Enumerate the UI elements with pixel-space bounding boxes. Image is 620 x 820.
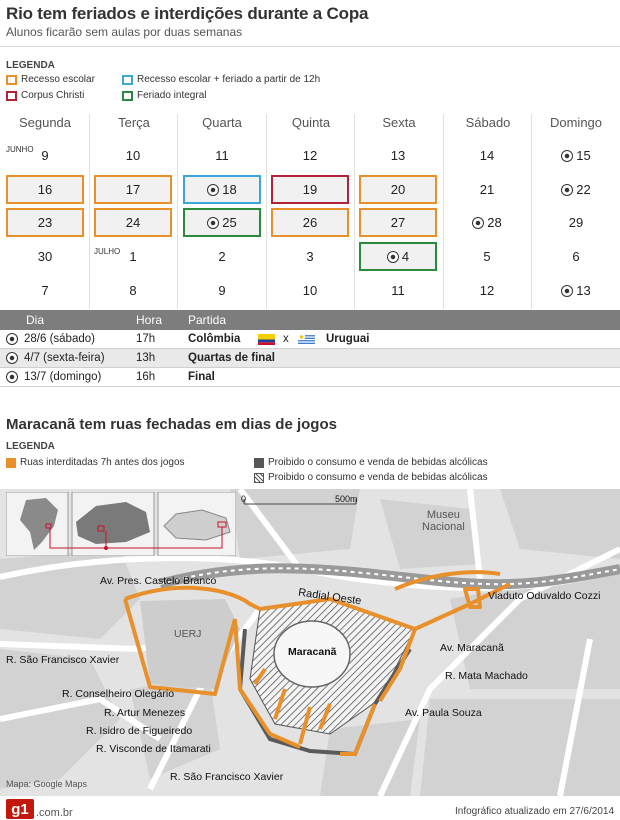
game-match: Quartas de final <box>188 352 275 364</box>
day-number: 3 <box>306 249 314 264</box>
day-number: 6 <box>572 249 580 264</box>
versus: x <box>283 333 289 345</box>
day-header-domingo: Domingo <box>549 115 603 130</box>
calendar-day <box>183 242 261 271</box>
calendar-day <box>271 175 349 204</box>
calendar-day <box>359 175 437 204</box>
soccer-ball-icon <box>387 251 399 263</box>
legend-label: Proibido o consumo e venda de bebidas alcólicas <box>268 457 488 468</box>
calendar-day <box>271 276 349 305</box>
games-table-header <box>0 310 620 330</box>
calendar-day <box>448 175 526 204</box>
day-number: 8 <box>129 283 137 298</box>
calendar-day <box>94 141 172 170</box>
label-viaduto: Viaduto Oduvaldo Cozzi <box>488 590 601 602</box>
label-castelo-branco: Av. Pres. Castelo Branco <box>100 575 217 587</box>
day-number: 25 <box>222 215 237 230</box>
column-divider <box>177 114 178 309</box>
legend-title: LEGENDA <box>6 60 55 71</box>
game-day: 4/7 (sexta-feira) <box>24 352 105 364</box>
day-number: 23 <box>37 215 53 230</box>
table-row <box>0 330 620 349</box>
orange-swatch <box>6 75 17 85</box>
calendar-day <box>271 242 349 271</box>
label-museu: Museu Nacional <box>422 509 465 533</box>
legend-item-proibido-hatched <box>254 472 488 483</box>
day-number: 12 <box>479 283 495 298</box>
green-swatch <box>122 91 133 101</box>
day-number: 29 <box>568 215 584 230</box>
calendar-day <box>537 208 615 237</box>
calendar-day <box>359 276 437 305</box>
orange-swatch <box>6 458 16 468</box>
label-radial-oeste: Radial Oeste <box>297 586 363 608</box>
legend-label: Recesso escolar + feriado a partir de 12h <box>137 74 321 85</box>
calendar-day <box>6 242 84 271</box>
calendar-day <box>448 141 526 170</box>
day-number: 7 <box>41 283 49 298</box>
g1-logo-mark: g1 <box>6 799 34 819</box>
soccer-ball-icon <box>6 371 18 383</box>
day-header-sabado: Sábado <box>465 115 511 130</box>
game-hour: 17h <box>136 333 156 345</box>
day-number: 26 <box>302 215 318 230</box>
day-number: 15 <box>576 148 591 163</box>
table-row <box>0 349 620 368</box>
team-colombia: Colômbia <box>188 333 241 345</box>
calendar-day <box>6 208 84 237</box>
legend-item-corpus <box>6 90 84 101</box>
calendar-day <box>359 208 437 237</box>
column-divider <box>354 114 355 309</box>
legend-item-recesso <box>6 74 95 85</box>
day-number: 1 <box>129 249 137 264</box>
legend-item-proibido-solid <box>254 457 488 468</box>
column-divider <box>266 114 267 309</box>
domain-text: .com.br <box>36 807 73 819</box>
calendar-day <box>359 141 437 170</box>
scale-start: 0 <box>241 494 247 504</box>
label-conselheiro: R. Conselheiro Olegário <box>62 688 175 700</box>
day-number: 19 <box>302 182 318 197</box>
calendar-day <box>94 276 172 305</box>
day-number: 10 <box>302 283 318 298</box>
month-label-july: JULHO <box>94 247 121 256</box>
col-header-dia: Dia <box>26 313 45 327</box>
legend-label: Ruas interditadas 7h antes dos jogos <box>20 457 185 468</box>
day-number: 11 <box>215 148 229 163</box>
calendar-day <box>537 276 615 305</box>
day-number: 12 <box>302 148 318 163</box>
soccer-ball-icon <box>207 217 219 229</box>
label-visconde: R. Visconde de Itamarati <box>96 743 211 755</box>
label-uerj: UERJ <box>174 628 202 640</box>
red-swatch <box>6 91 17 101</box>
soccer-ball-icon <box>6 352 18 364</box>
legend-label: Proibido o consumo e venda de bebidas alcólicas <box>268 472 488 483</box>
calendar-day <box>6 175 84 204</box>
page-subtitle: Alunos ficarão sem aulas por duas semanas <box>6 25 243 39</box>
day-number: 9 <box>41 148 49 163</box>
label-av-maracana: Av. Maracanã <box>440 642 504 654</box>
column-divider <box>531 114 532 309</box>
map <box>0 489 620 796</box>
label-sao-francisco-1: R. São Francisco Xavier <box>6 654 120 666</box>
day-number: 18 <box>222 182 237 197</box>
calendar-day <box>183 175 261 204</box>
day-number: 13 <box>576 283 591 298</box>
gray-swatch <box>254 458 264 468</box>
label-artur: R. Artur Menezes <box>104 707 186 719</box>
day-number: 20 <box>390 182 406 197</box>
day-number: 16 <box>37 182 53 197</box>
day-number: 5 <box>483 249 491 264</box>
day-number: 14 <box>479 148 495 163</box>
soccer-ball-icon <box>561 285 573 297</box>
label-maracana: Maracanã <box>288 646 337 658</box>
col-header-partida: Partida <box>188 313 227 327</box>
day-number: 4 <box>401 249 410 264</box>
day-number: 28 <box>487 215 502 230</box>
calendar-day <box>6 276 84 305</box>
column-divider <box>89 114 90 309</box>
section-title: Maracanã tem ruas fechadas em dias de jogos <box>6 416 337 433</box>
soccer-ball-icon <box>561 150 573 162</box>
day-header-terca: Terça <box>118 115 150 130</box>
calendar-day <box>183 208 261 237</box>
calendar-day <box>359 242 437 271</box>
legend-item-feriado <box>122 90 206 101</box>
day-header-quinta: Quinta <box>291 115 331 130</box>
calendar-day <box>448 208 526 237</box>
scale-end: 500m <box>335 494 358 504</box>
calendar-day <box>448 242 526 271</box>
calendar-day <box>271 141 349 170</box>
legend-item-ruas <box>6 457 185 468</box>
column-divider <box>443 114 444 309</box>
legend-title: LEGENDA <box>6 441 55 452</box>
day-number: 17 <box>125 182 141 197</box>
calendar-day <box>183 141 261 170</box>
day-number: 2 <box>218 249 226 264</box>
day-number: 11 <box>391 283 405 298</box>
table-row <box>0 368 620 387</box>
legend-label: Feriado integral <box>137 90 207 101</box>
label-paula-souza: Av. Paula Souza <box>405 707 482 719</box>
day-number: 21 <box>479 182 495 197</box>
day-number: 22 <box>576 182 591 197</box>
calendar-day <box>94 175 172 204</box>
day-header-segunda: Segunda <box>18 115 72 130</box>
game-hour: 13h <box>136 352 156 364</box>
blue-swatch <box>122 75 133 85</box>
label-sao-francisco-2: R. São Francisco Xavier <box>170 771 284 783</box>
day-number: 27 <box>390 215 406 230</box>
locator-map-icon <box>6 492 236 556</box>
label-mata-machado: R. Mata Machado <box>445 670 528 682</box>
legend-item-recesso-feriado <box>122 74 320 85</box>
calendar-day <box>271 208 349 237</box>
calendar-day <box>537 242 615 271</box>
map-credit: Mapa: Google Maps <box>6 779 88 789</box>
calendar-day <box>537 141 615 170</box>
game-day: 28/6 (sábado) <box>24 333 95 345</box>
game-day: 13/7 (domingo) <box>24 371 102 383</box>
update-note: Infográfico atualizado em 27/6/2014 <box>455 806 614 817</box>
day-number: 13 <box>390 148 406 163</box>
day-number: 30 <box>37 249 53 264</box>
day-header-quarta: Quarta <box>202 115 242 130</box>
month-label-june: JUNHO <box>6 145 34 154</box>
day-header-sexta: Sexta <box>382 115 416 130</box>
label-isidro: R. Isidro de Figueiredo <box>86 725 193 737</box>
team-uruguai: Uruguai <box>326 333 370 345</box>
uruguay-flag-icon <box>298 334 315 346</box>
day-number: 24 <box>125 215 141 230</box>
calendar-day <box>537 175 615 204</box>
page-title: Rio tem feriados e interdições durante a Copa <box>6 4 369 23</box>
soccer-ball-icon <box>207 184 219 196</box>
divider <box>0 46 620 47</box>
soccer-ball-icon <box>561 184 573 196</box>
legend-label: Corpus Christi <box>21 90 85 101</box>
game-hour: 16h <box>136 371 156 383</box>
g1-logo <box>6 799 73 819</box>
legend-label: Recesso escolar <box>21 74 95 85</box>
colombia-flag-icon <box>258 334 275 346</box>
inset-maps <box>6 492 236 556</box>
day-number: 10 <box>125 148 141 163</box>
game-match: Final <box>188 371 215 383</box>
day-number: 9 <box>218 283 226 298</box>
calendar-day <box>94 208 172 237</box>
col-header-hora: Hora <box>136 313 163 327</box>
soccer-ball-icon <box>472 217 484 229</box>
hatched-swatch <box>254 473 264 483</box>
calendar-day <box>448 276 526 305</box>
soccer-ball-icon <box>6 333 18 345</box>
calendar-day <box>183 276 261 305</box>
